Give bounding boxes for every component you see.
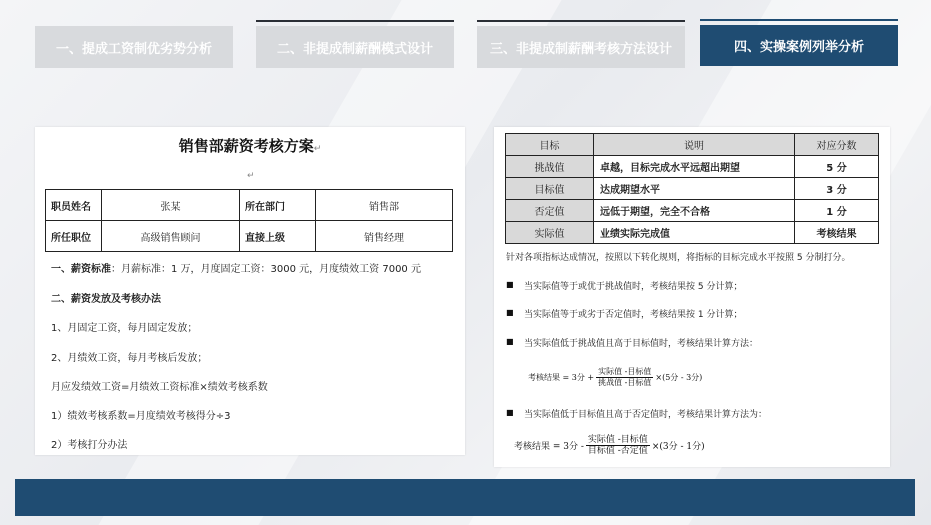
formula-denominator: 目标值 -否定值 bbox=[587, 446, 648, 456]
rule-line: 当实际值等于或劣于否定值时，考核结果按 1 分计算； bbox=[524, 310, 743, 320]
formula-denominator: 挑战值 -目标值 bbox=[598, 378, 652, 387]
table-cell: 业绩实际完成值 bbox=[594, 222, 795, 244]
tab-advantages-analysis[interactable] bbox=[35, 26, 233, 68]
doc-line: 2）考核打分办法 bbox=[51, 440, 128, 451]
table-cell: 考核结果 bbox=[795, 222, 879, 244]
bullet-icon: ■ bbox=[506, 308, 514, 317]
tab-assessment-method[interactable] bbox=[477, 26, 685, 68]
label-position: 所任职位 bbox=[46, 221, 102, 252]
salary-standard-line bbox=[51, 260, 421, 275]
table-header: 说明 bbox=[594, 134, 795, 156]
table-row bbox=[46, 221, 453, 252]
tab-label: 一、提成工资制优劣势分析 bbox=[55, 41, 212, 57]
formula-above-target bbox=[528, 367, 702, 388]
conversion-rule-note: 针对各项指标达成情况，按照以下转化规则，将指标的目标完成水平按照 5 分制打分。 bbox=[506, 253, 851, 263]
rule-line: 当实际值低于目标值且高于否定值时，考核结果计算方法为： bbox=[524, 410, 768, 420]
formula-prefix: 考核结果 = 3分 + bbox=[528, 373, 595, 382]
salary-standard-heading: 一、薪资标准 bbox=[51, 264, 111, 275]
table-row bbox=[506, 200, 879, 222]
formula-fraction bbox=[586, 435, 650, 456]
table-cell: 挑战值 bbox=[506, 156, 594, 178]
table-cell: 3 分 bbox=[795, 178, 879, 200]
table-cell: 否定值 bbox=[506, 200, 594, 222]
formula-numerator: 实际值 -目标值 bbox=[587, 435, 648, 445]
doc-line: 1）绩效考核系数=月度绩效考核得分÷3 bbox=[51, 411, 231, 422]
table-cell: 5 分 bbox=[795, 156, 879, 178]
rule-line: 当实际值等于或优于挑战值时，考核结果按 5 分计算； bbox=[524, 282, 743, 292]
tab-label: 三、非提成制薪酬考核方法设计 bbox=[489, 41, 672, 57]
title-text: 销售部薪资考核方案 bbox=[178, 137, 314, 155]
doc-line: 1、月固定工资，每月固定发放； bbox=[51, 323, 198, 334]
formula-fraction bbox=[596, 367, 653, 388]
table-cell: 卓越，目标完成水平远超出期望 bbox=[594, 156, 795, 178]
table-row bbox=[506, 178, 879, 200]
employee-info-table bbox=[45, 189, 453, 252]
value-department: 销售部 bbox=[316, 190, 453, 221]
doc-line: 月应发绩效工资=月绩效工资标准×绩效考核系数 bbox=[51, 382, 268, 393]
footer-bar bbox=[15, 479, 915, 516]
formula-suffix: ×(5分 - 3分) bbox=[655, 373, 703, 382]
table-cell: 远低于期望，完全不合格 bbox=[594, 200, 795, 222]
tab-non-commission-model[interactable] bbox=[256, 26, 454, 68]
label-supervisor: 直接上级 bbox=[240, 221, 316, 252]
bullet-icon: ■ bbox=[506, 280, 514, 289]
table-header-row bbox=[506, 134, 879, 156]
formula-prefix: 考核结果 = 3分 - bbox=[514, 442, 584, 452]
label-employee-name: 职员姓名 bbox=[46, 190, 102, 221]
tab-label: 二、非提成制薪酬模式设计 bbox=[276, 41, 433, 57]
salary-standard-text: ：月薪标准：1 万，月度固定工资：3000 元，月度绩效工资 7000 元 bbox=[111, 264, 421, 275]
paragraph-mark: ↵ bbox=[247, 171, 255, 181]
table-cell: 1 分 bbox=[795, 200, 879, 222]
formula-numerator: 实际值 -目标值 bbox=[598, 367, 652, 376]
tab-label: 四、实操案例列举分析 bbox=[733, 40, 864, 55]
table-header: 目标 bbox=[506, 134, 594, 156]
tab-top-line bbox=[477, 20, 685, 22]
table-cell: 实际值 bbox=[506, 222, 594, 244]
value-employee-name: 张某 bbox=[102, 190, 240, 221]
rule-line: 当实际值低于挑战值且高于目标值时，考核结果计算方法： bbox=[524, 339, 759, 349]
salary-plan-document bbox=[35, 127, 465, 455]
scoring-table bbox=[505, 133, 879, 244]
value-position: 高级销售顾问 bbox=[102, 221, 240, 252]
paragraph-mark: ↵ bbox=[313, 144, 322, 154]
value-supervisor: 销售经理 bbox=[316, 221, 453, 252]
tab-case-analysis[interactable] bbox=[700, 25, 898, 66]
doc-line: 2、月绩效工资，每月考核后发放； bbox=[51, 353, 208, 364]
table-cell: 目标值 bbox=[506, 178, 594, 200]
table-header: 对应分数 bbox=[795, 134, 879, 156]
scoring-rules-document bbox=[494, 127, 890, 467]
table-row bbox=[506, 156, 879, 178]
bullet-icon: ■ bbox=[506, 408, 514, 417]
table-row bbox=[46, 190, 453, 221]
tab-top-line bbox=[256, 20, 454, 22]
section-heading: 二、薪资发放及考核办法 bbox=[51, 294, 161, 305]
tab-top-line bbox=[700, 19, 898, 21]
formula-below-target bbox=[514, 435, 705, 456]
formula-suffix: ×(3分 - 1分) bbox=[651, 442, 705, 452]
bullet-icon: ■ bbox=[506, 337, 514, 346]
table-cell: 达成期望水平 bbox=[594, 178, 795, 200]
label-department: 所在部门 bbox=[240, 190, 316, 221]
table-row bbox=[506, 222, 879, 244]
document-title bbox=[35, 135, 465, 156]
